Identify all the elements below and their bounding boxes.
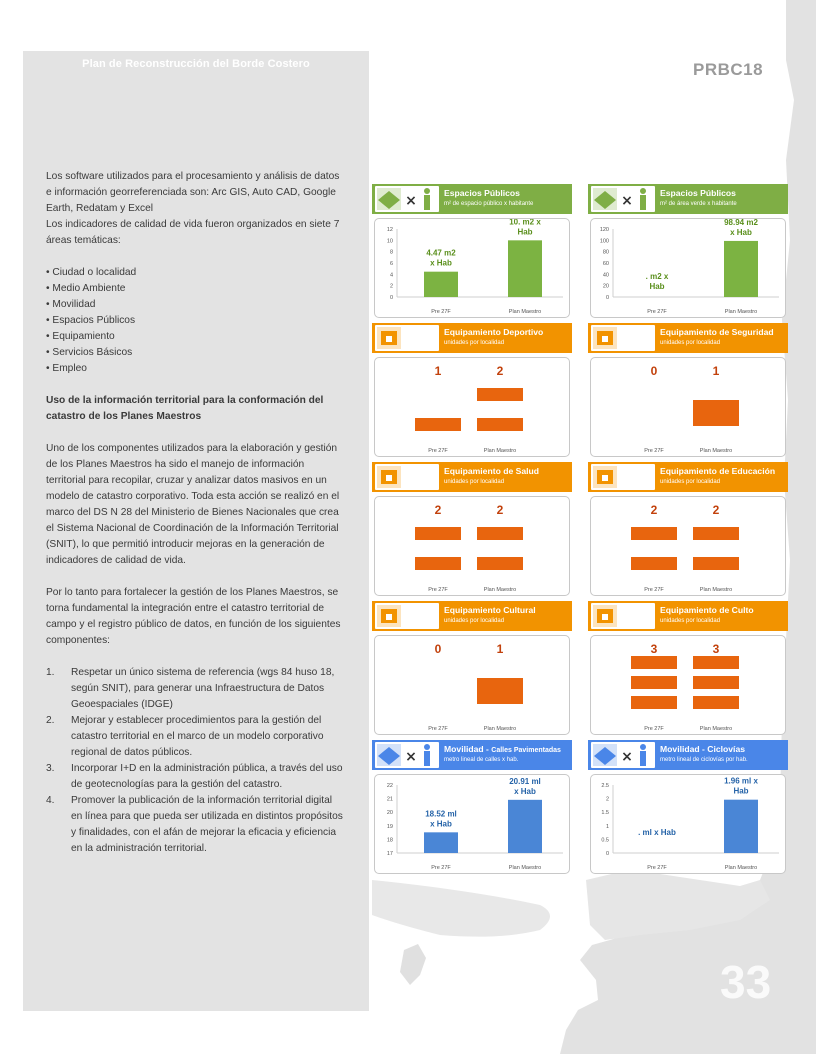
- x-tick-label: Plan Maestro: [483, 448, 517, 454]
- paved-street-icon: [377, 744, 430, 766]
- data-bar: [424, 272, 458, 297]
- list-text: Mejorar y establecer procedimientos para la gestión del catastro territorial en el marco de un modelo corporativo regional de datos públicos.: [71, 715, 324, 758]
- indicator-card: [588, 462, 788, 596]
- indicator-title: Equipamiento de Salud: [444, 466, 540, 476]
- list-number: 1.: [46, 667, 55, 678]
- unit-bar: [693, 527, 739, 540]
- data-label: x Hab: [430, 819, 452, 829]
- unit-bar: [415, 557, 461, 570]
- indicator-card: [372, 740, 572, 874]
- unit-count-label: 0: [650, 364, 658, 378]
- data-label: 4.47 m2: [426, 248, 456, 258]
- body-text: [46, 169, 346, 857]
- y-tick-label: 0: [605, 295, 609, 301]
- data-bar: [508, 800, 542, 853]
- unit-bar: [477, 557, 523, 570]
- indicator-header: [372, 462, 572, 492]
- indicator-subtitle: unidades por localidad: [660, 340, 721, 346]
- unit-count-label: 2: [650, 503, 658, 517]
- indicator-header: [588, 601, 788, 631]
- list-item: [46, 761, 346, 793]
- indicator-icon-box: [375, 464, 439, 490]
- unit-bar: [415, 527, 461, 540]
- list-item: [46, 665, 346, 713]
- indicator-card: [588, 740, 788, 874]
- indicator-chart: [374, 357, 570, 457]
- indicator-header: [372, 323, 572, 353]
- unit-count-label: 1: [496, 642, 504, 656]
- indicator-subtitle: unidades por localidad: [444, 340, 505, 346]
- indicator-chart: [374, 635, 570, 735]
- unit-bar: [477, 388, 523, 401]
- indicator-title: Equipamiento de Culto: [660, 605, 754, 615]
- indicator-card: [372, 462, 572, 596]
- data-label: x Hab: [430, 258, 452, 268]
- x-tick-label: Pre 27F: [647, 309, 667, 315]
- x-tick-label: Pre 27F: [428, 587, 448, 593]
- indicator-header: [372, 184, 572, 214]
- list-item: • Medio Ambiente: [46, 283, 126, 294]
- svg-text:×: ×: [621, 193, 633, 209]
- indicator-chart: [590, 635, 786, 735]
- unit-count-label: 2: [434, 503, 442, 517]
- unit-bar: [693, 656, 739, 669]
- x-tick-label: Plan Maestro: [699, 587, 733, 593]
- y-tick-label: 0: [605, 851, 609, 857]
- person-tree-icon: [377, 188, 430, 210]
- indicator-header: [372, 601, 572, 631]
- police-car-icon: [593, 327, 617, 349]
- indicator-subtitle: m² de espacio público x habitante: [444, 201, 534, 207]
- data-label: . ml x Hab: [638, 828, 676, 837]
- data-label: 98.94 m2: [724, 219, 758, 227]
- x-tick-label: Plan Maestro: [699, 448, 733, 454]
- unit-count-label: 1: [712, 364, 720, 378]
- y-tick-label: 0.5: [601, 837, 609, 844]
- unit-bar: [693, 557, 739, 570]
- unit-block: [477, 678, 523, 704]
- church-icon: [593, 605, 617, 627]
- x-tick-label: Plan Maestro: [724, 309, 758, 315]
- paragraph: Uno de los componentes utilizados para la elaboración y gestión de los Planes Maestros ha sido el manejo de información territorial para recopilar, cruzar y analizar datos masivos en un modelo de catastro corporativo. Toda esta acción se realizó en el marco del DS N 28 del Ministerio de Bienes Nacionales que crea el Sistema Nacional de Coordinación de la Información Territorial (SNIT), lo que permitió introducir mejoras en la generación de indicadores de calidad de vida.: [46, 443, 340, 566]
- indicator-title: Equipamiento Deportivo: [444, 327, 544, 337]
- y-tick-label: 2: [605, 796, 609, 803]
- y-tick-label: 6: [389, 261, 393, 267]
- y-tick-label: 1: [605, 823, 609, 830]
- y-tick-label: 2: [389, 283, 393, 290]
- page-number: 33: [720, 956, 772, 1008]
- data-label: x Hab: [514, 786, 536, 796]
- unit-bar: [693, 676, 739, 689]
- indicator-icon-box: [591, 186, 655, 212]
- indicator-chart: [374, 218, 570, 318]
- indicator-title: Movilidad - Calles Pavimentadas: [444, 744, 561, 754]
- unit-bar: [477, 527, 523, 540]
- data-bar: [424, 832, 458, 853]
- data-label: . m2 x: [645, 272, 669, 281]
- list-item: • Servicios Básicos: [46, 347, 133, 358]
- unit-bar: [631, 527, 677, 540]
- y-tick-label: 12: [386, 227, 393, 233]
- intro-paragraph: Los software utilizados para el procesamiento y análisis de datos e información georreferenciada son: Arc GIS, Auto CAD, Google Earth, Redatam y Excel: [46, 171, 340, 214]
- list-text: Incorporar I+D en la administración pública, a través del uso de geotecnologías para la gestión del catastro.: [71, 763, 343, 790]
- list-item: • Ciudad o localidad: [46, 267, 137, 278]
- y-tick-label: 22: [386, 783, 393, 789]
- indicator-icon-box: [591, 325, 655, 351]
- x-tick-label: Pre 27F: [644, 587, 664, 593]
- x-tick-label: Pre 27F: [431, 309, 451, 315]
- list-item: [46, 713, 346, 761]
- x-tick-label: Plan Maestro: [724, 865, 758, 871]
- paragraph: Por lo tanto para fortalecer la gestión de los Planes Maestros, se torna fundamental la integración entre el catastro territorial de campo y el registro público de datos, en función de los siguientes componentes:: [46, 587, 341, 646]
- intro-paragraph-2: Los indicadores de calidad de vida fueron organizados en siete 7 áreas temáticas:: [46, 219, 340, 246]
- thematic-areas-list: [46, 265, 346, 377]
- unit-bar: [631, 656, 677, 669]
- indicator-chart: [590, 357, 786, 457]
- data-label: 18.52 ml: [425, 809, 457, 819]
- indicator-title-detail: Calles Pavimentadas: [491, 747, 561, 754]
- indicator-chart: [590, 774, 786, 874]
- indicator-chart: [590, 496, 786, 596]
- y-tick-label: 17: [386, 851, 393, 857]
- y-tick-label: 2.5: [601, 783, 609, 789]
- unit-count-label: 2: [712, 503, 720, 517]
- x-tick-label: Pre 27F: [644, 448, 664, 454]
- indicator-header: [588, 462, 788, 492]
- unit-count-label: 2: [496, 503, 504, 517]
- indicator-header: [588, 184, 788, 214]
- x-tick-label: Plan Maestro: [699, 726, 733, 732]
- data-label: 20.91 ml: [509, 776, 541, 786]
- svg-text:×: ×: [621, 749, 633, 765]
- x-tick-label: Plan Maestro: [483, 587, 517, 593]
- unit-count-label: 3: [712, 642, 720, 656]
- indicator-title: Equipamiento Cultural: [444, 605, 536, 615]
- x-tick-label: Plan Maestro: [508, 865, 542, 871]
- indicator-subtitle: m² de área verde x habitante: [660, 201, 737, 207]
- list-item: • Movilidad: [46, 299, 96, 310]
- x-tick-label: Plan Maestro: [508, 309, 542, 315]
- indicator-chart: [374, 496, 570, 596]
- x-tick-label: Pre 27F: [647, 865, 667, 871]
- indicator-chart: [374, 774, 570, 874]
- components-list: [46, 665, 346, 857]
- y-tick-label: 8: [389, 249, 393, 256]
- data-bar: [724, 241, 758, 297]
- sports-field-icon: [377, 327, 401, 349]
- unit-count-label: 0: [434, 642, 442, 656]
- cultural-building-icon: [377, 605, 401, 627]
- list-item: [46, 793, 346, 857]
- indicator-subtitle: unidades por localidad: [660, 479, 721, 485]
- data-label: Hab: [733, 786, 749, 796]
- indicator-card: [372, 184, 572, 318]
- indicator-header: [588, 740, 788, 770]
- indicator-icon-box: [375, 742, 439, 768]
- x-tick-label: Pre 27F: [644, 726, 664, 732]
- indicator-subtitle: unidades por localidad: [444, 479, 505, 485]
- indicator-icon-box: [591, 464, 655, 490]
- indicator-card: [588, 323, 788, 457]
- y-tick-label: 100: [599, 238, 609, 245]
- bicycle-lane-icon: [593, 744, 646, 766]
- unit-count-label: 1: [434, 364, 442, 378]
- indicator-card: [372, 323, 572, 457]
- y-tick-label: 80: [602, 249, 609, 256]
- indicator-icon-box: [591, 742, 655, 768]
- svg-text:×: ×: [405, 193, 417, 209]
- indicator-header: [372, 740, 572, 770]
- data-bar: [724, 800, 758, 853]
- unit-bar: [631, 676, 677, 689]
- unit-count-label: 2: [496, 364, 504, 378]
- section-heading: Uso de la información territorial para la conformación del catastro de los Planes Maestros: [46, 395, 324, 422]
- school-bus-icon: [593, 466, 617, 488]
- list-number: 2.: [46, 715, 55, 726]
- indicator-card: [372, 601, 572, 735]
- y-tick-label: 20: [386, 810, 393, 817]
- indicator-title: Movilidad - Ciclovías: [660, 744, 746, 754]
- y-tick-label: 4: [389, 272, 393, 279]
- data-label: 10. m2 x: [509, 219, 541, 227]
- indicator-subtitle: unidades por localidad: [444, 618, 505, 624]
- unit-bar: [477, 418, 523, 431]
- x-tick-label: Plan Maestro: [483, 726, 517, 732]
- document-header-title: Plan de Reconstrucción del Borde Costero: [82, 58, 310, 70]
- indicator-card: [588, 601, 788, 735]
- list-item: • Espacios Públicos: [46, 315, 136, 326]
- y-tick-label: 18: [386, 837, 393, 844]
- indicator-title: Espacios Públicos: [660, 188, 736, 198]
- indicator-subtitle: metro lineal de ciclovías por hab.: [660, 757, 748, 763]
- y-tick-label: 120: [599, 227, 609, 233]
- indicator-icon-box: [375, 186, 439, 212]
- unit-bar: [415, 418, 461, 431]
- y-tick-label: 0: [389, 295, 393, 301]
- x-tick-label: Pre 27F: [428, 726, 448, 732]
- indicator-icon-box: [375, 325, 439, 351]
- list-text: Respetar un único sistema de referencia (wgs 84 huso 18, según SNIT), para generar una Infraestructura de Datos Geoespaciales (IDGE): [71, 667, 335, 710]
- indicator-icon-box: [375, 603, 439, 629]
- y-tick-label: 19: [386, 823, 393, 830]
- document-code: PRBC18: [693, 60, 764, 79]
- indicator-card: [588, 184, 788, 318]
- y-tick-label: 20: [602, 283, 609, 290]
- health-cross-icon: [377, 466, 401, 488]
- y-tick-label: 40: [602, 272, 609, 279]
- list-item: • Empleo: [46, 363, 87, 374]
- x-tick-label: Pre 27F: [428, 448, 448, 454]
- unit-bar: [693, 696, 739, 709]
- y-tick-label: 10: [386, 238, 393, 245]
- y-tick-label: 21: [386, 796, 393, 803]
- indicator-icon-box: [591, 603, 655, 629]
- y-tick-label: 1.5: [601, 810, 609, 817]
- indicator-title: Equipamiento de Educación: [660, 466, 776, 476]
- unit-count-label: 3: [650, 642, 658, 656]
- indicator-title: Equipamiento de Seguridad: [660, 327, 774, 337]
- svg-text:×: ×: [405, 749, 417, 765]
- data-label: Hab: [517, 227, 533, 237]
- unit-block: [693, 400, 739, 426]
- unit-bar: [631, 696, 677, 709]
- x-tick-label: Pre 27F: [431, 865, 451, 871]
- list-text: Promover la publicación de la información territorial digital en línea para que pueda ser utilizada en distintos propósitos y finalidades, con el afán de mejorar la eficacia y eficiencia en la administración territorial.: [71, 795, 343, 854]
- indicator-chart: [590, 218, 786, 318]
- indicator-subtitle: metro lineal de calles x hab.: [444, 757, 519, 763]
- person-tree-icon: [593, 188, 646, 210]
- data-label: x Hab: [730, 227, 752, 237]
- indicator-header: [588, 323, 788, 353]
- indicator-title: Espacios Públicos: [444, 188, 520, 198]
- y-tick-label: 60: [602, 261, 609, 267]
- list-number: 4.: [46, 795, 55, 806]
- left-text-panel: [23, 51, 369, 1011]
- indicator-subtitle: unidades por localidad: [660, 618, 721, 624]
- unit-bar: [631, 557, 677, 570]
- data-label: 1.96 ml x: [724, 776, 758, 786]
- data-label: Hab: [649, 282, 665, 291]
- list-number: 3.: [46, 763, 55, 774]
- list-item: • Equipamiento: [46, 331, 115, 342]
- data-bar: [508, 240, 542, 297]
